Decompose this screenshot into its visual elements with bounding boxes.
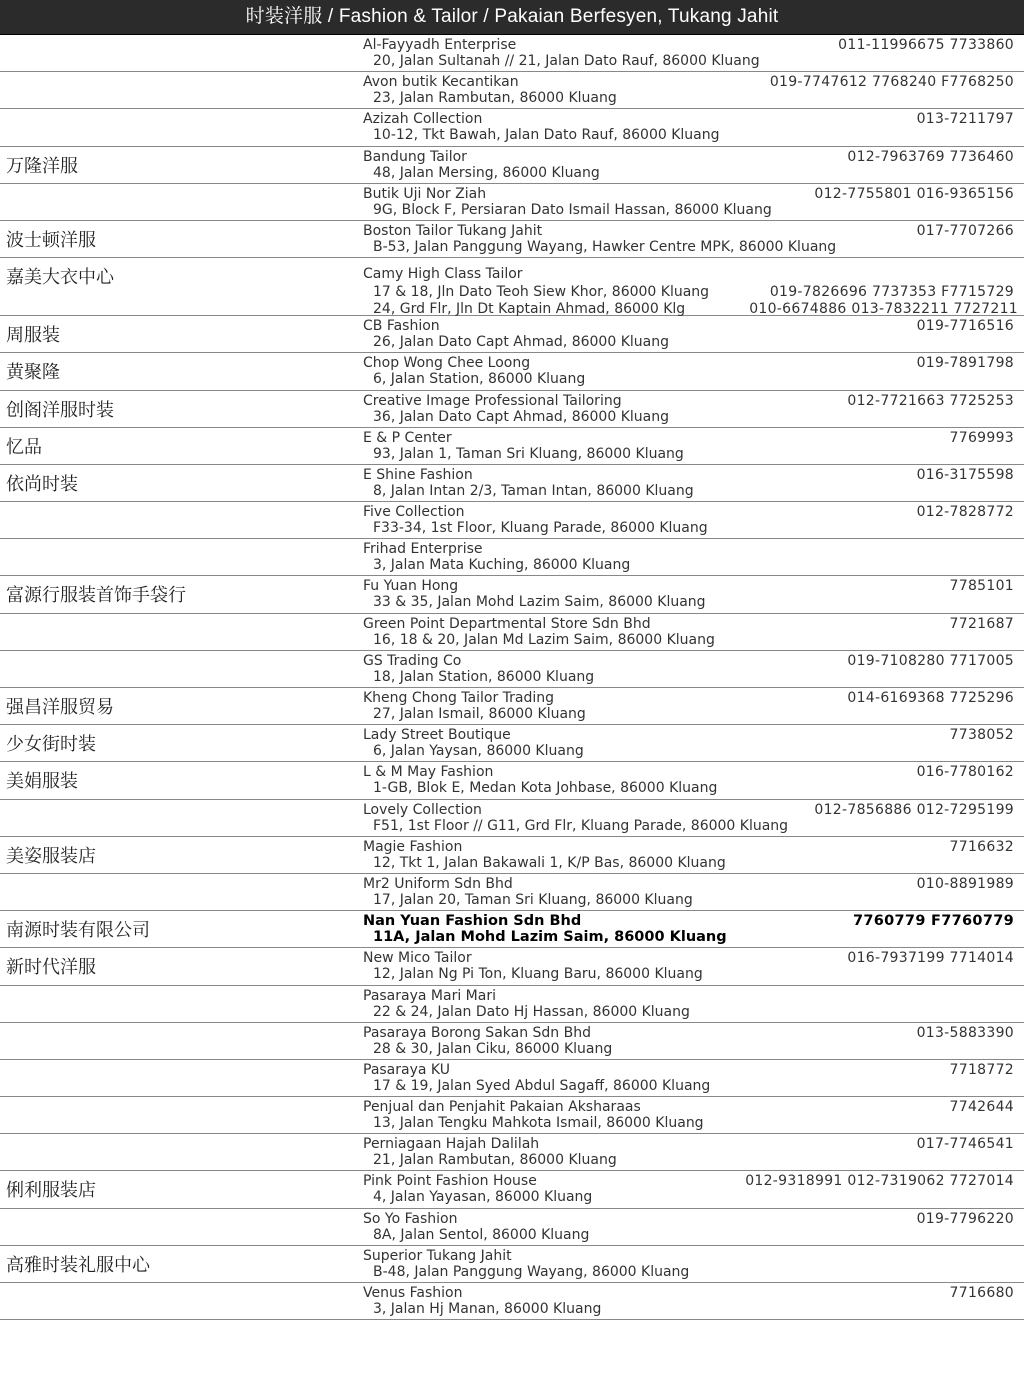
business-name: E & P Center	[363, 429, 452, 446]
business-name: Butik Uji Nor Ziah	[363, 185, 487, 202]
list-item	[0, 1023, 1024, 1060]
address: 3, Jalan Hj Manan, 86000 Kluang	[373, 1301, 602, 1317]
address: 3, Jalan Mata Kuching, 86000 Kluang	[373, 557, 631, 574]
chinese-name: 波士顿洋服	[6, 229, 96, 251]
list-item	[0, 72, 1024, 109]
address: 22 & 24, Jalan Dato Hj Hassan, 86000 Kluang	[373, 1003, 690, 1020]
chinese-name: 创阁洋服时装	[6, 399, 114, 421]
phone-number: 019-7716516	[916, 318, 1014, 335]
business-name: GS Trading Co	[363, 652, 462, 669]
phone-number: 016-3175598	[916, 466, 1014, 483]
phone-line-1: 019-7826696 7737353 F7715729	[769, 284, 1014, 301]
address: 48, Jalan Mersing, 86000 Kluang	[373, 164, 600, 181]
business-name: Lovely Collection	[363, 801, 482, 818]
address: 28 & 30, Jalan Ciku, 86000 Kluang	[373, 1040, 613, 1057]
list-item	[0, 316, 1024, 353]
address: 17 & 19, Jalan Syed Abdul Sagaff, 86000 Kluang	[373, 1077, 711, 1094]
phone-number: 7785101	[949, 578, 1014, 595]
address: F33-34, 1st Floor, Kluang Parade, 86000 Kluang	[373, 520, 708, 537]
business-name: Al-Fayyadh Enterprise	[363, 37, 517, 53]
list-item	[0, 1060, 1024, 1097]
address: 9G, Block F, Persiaran Dato Ismail Hassan, 86000 Kluang	[373, 201, 772, 218]
business-name: Magie Fashion	[363, 838, 463, 855]
business-name: Pasaraya KU	[363, 1061, 450, 1078]
chinese-name: 万隆洋服	[6, 155, 78, 177]
business-name: L & M May Fashion	[363, 764, 494, 781]
list-item	[0, 221, 1024, 258]
address: 36, Jalan Dato Capt Ahmad, 86000 Kluang	[373, 408, 669, 425]
phone-number: 016-7780162	[916, 764, 1014, 781]
business-name: Nan Yuan Fashion Sdn Bhd	[363, 913, 582, 930]
chinese-name: 嘉美大衣中心	[6, 267, 114, 289]
chinese-name: 富源行服装首饰手袋行	[6, 585, 186, 607]
address: 26, Jalan Dato Capt Ahmad, 86000 Kluang	[373, 334, 669, 351]
address-line-1: 17 & 18, Jln Dato Teoh Siew Khor, 86000 Kluang	[373, 284, 710, 301]
business-name: Fu Yuan Hong	[363, 578, 459, 595]
list-item	[0, 391, 1024, 428]
phone-number: 019-7891798	[916, 355, 1014, 372]
chinese-name: 南源时装有限公司	[6, 920, 150, 942]
chinese-name: 少女街时装	[6, 734, 96, 756]
phone-number: 012-7721663 7725253	[847, 392, 1014, 409]
phone-line-2: 010-6674886 013-7832211 7727211	[749, 301, 1018, 318]
chinese-name: 美姿服装店	[6, 845, 96, 867]
phone-number: 019-7108280 7717005	[847, 652, 1014, 669]
list-item	[0, 109, 1024, 146]
phone-number: 017-7746541	[916, 1136, 1014, 1153]
address: 6, Jalan Yaysan, 86000 Kluang	[373, 743, 584, 760]
phone-number: 012-9318991 012-7319062 7727014	[745, 1173, 1014, 1190]
list-item	[0, 837, 1024, 874]
list-item	[0, 428, 1024, 465]
list-item	[0, 1283, 1024, 1320]
list-item	[0, 465, 1024, 502]
address: 20, Jalan Sultanah // 21, Jalan Dato Rauf, 86000 Kluang	[373, 53, 760, 69]
address: 12, Tkt 1, Jalan Bakawali 1, K/P Bas, 86000 Kluang	[373, 854, 726, 871]
chinese-name: 美娟服装	[6, 771, 78, 793]
address: 93, Jalan 1, Taman Sri Kluang, 86000 Kluang	[373, 445, 684, 462]
business-name: Mr2 Uniform Sdn Bhd	[363, 875, 513, 892]
business-name: Creative Image Professional Tailoring	[363, 392, 622, 409]
address: 13, Jalan Tengku Mahkota Ismail, 86000 Kluang	[373, 1115, 704, 1132]
phone-number: 013-7211797	[916, 111, 1014, 128]
business-name: CB Fashion	[363, 318, 440, 335]
list-item	[0, 800, 1024, 837]
business-name: Superior Tukang Jahit	[363, 1247, 512, 1264]
chinese-name: 周服装	[6, 325, 60, 347]
phone-number: 012-7828772	[916, 504, 1014, 521]
business-name: Chop Wong Chee Loong	[363, 355, 531, 372]
business-name: Five Collection	[363, 504, 465, 521]
list-item	[0, 353, 1024, 390]
phone-number: 017-7707266	[916, 222, 1014, 239]
list-item	[0, 1246, 1024, 1283]
chinese-name: 新时代洋服	[6, 957, 96, 979]
business-name: E Shine Fashion	[363, 466, 473, 483]
list-item	[0, 1097, 1024, 1134]
list-item	[0, 502, 1024, 539]
phone-number: 011-11996675 7733860	[838, 37, 1014, 53]
page-title: 时装洋服 / Fashion & Tailor / Pakaian Berfesyen, Tukang Jahit	[0, 0, 1024, 35]
address: 10-12, Tkt Bawah, Jalan Dato Rauf, 86000 Kluang	[373, 127, 720, 144]
chinese-name: 依尚时装	[6, 473, 78, 495]
address: B-48, Jalan Panggung Wayang, 86000 Kluang	[373, 1263, 690, 1280]
phone-number: 7716680	[949, 1285, 1014, 1301]
phone-number: 019-7747612 7768240 F7768250	[769, 74, 1014, 91]
phone-number: 7718772	[949, 1061, 1014, 1078]
address: 33 & 35, Jalan Mohd Lazim Saim, 86000 Kluang	[373, 594, 706, 611]
phone-number: 7769993	[949, 429, 1014, 446]
phone-number: 016-7937199 7714014	[847, 950, 1014, 967]
phone-number: 7721687	[949, 615, 1014, 632]
address: B-53, Jalan Panggung Wayang, Hawker Centre MPK, 86000 Kluang	[373, 238, 837, 255]
list-item	[0, 986, 1024, 1023]
list-item	[0, 1134, 1024, 1171]
chinese-name: 忆品	[6, 436, 42, 458]
business-name: Perniagaan Hajah Dalilah	[363, 1136, 540, 1153]
list-item	[0, 1171, 1024, 1208]
business-name: Pasaraya Borong Sakan Sdn Bhd	[363, 1024, 591, 1041]
list-item	[0, 184, 1024, 221]
list-item	[0, 762, 1024, 799]
list-item	[0, 614, 1024, 651]
list-item	[0, 651, 1024, 688]
business-name: Bandung Tailor	[363, 148, 467, 165]
business-name: Azizah Collection	[363, 111, 483, 128]
phone-number: 010-8891989	[916, 875, 1014, 892]
address: 1-GB, Blok E, Medan Kota Johbase, 86000 Kluang	[373, 780, 718, 797]
business-name: Venus Fashion	[363, 1285, 463, 1301]
business-name: Green Point Departmental Store Sdn Bhd	[363, 615, 651, 632]
list-item	[0, 35, 1024, 72]
business-name: Boston Tailor Tukang Jahit	[363, 222, 543, 239]
address: 11A, Jalan Mohd Lazim Saim, 86000 Kluang	[373, 929, 727, 946]
business-name: Kheng Chong Tailor Trading	[363, 690, 555, 706]
phone-number: 7716632	[949, 838, 1014, 855]
list-item-camy	[0, 258, 1024, 316]
list-item	[0, 874, 1024, 911]
list-item	[0, 539, 1024, 576]
phone-number: 019-7796220	[916, 1210, 1014, 1227]
address: 16, 18 & 20, Jalan Md Lazim Saim, 86000 Kluang	[373, 631, 715, 648]
chinese-name: 高雅时装礼服中心	[6, 1254, 150, 1276]
list-item	[0, 725, 1024, 762]
phone-number: 013-5883390	[916, 1024, 1014, 1041]
address-line-2: 24, Grd Flr, Jln Dt Kaptain Ahmad, 86000 Klg	[373, 301, 686, 318]
list-item	[0, 688, 1024, 725]
business-name: Camy High Class Tailor	[363, 266, 523, 283]
address: F51, 1st Floor // G11, Grd Flr, Kluang Parade, 86000 Kluang	[373, 817, 789, 834]
address: 18, Jalan Station, 86000 Kluang	[373, 668, 595, 685]
business-name: Frihad Enterprise	[363, 541, 483, 558]
phone-number: 7738052	[949, 727, 1014, 744]
address: 4, Jalan Yayasan, 86000 Kluang	[373, 1189, 593, 1206]
address: 21, Jalan Rambutan, 86000 Kluang	[373, 1152, 617, 1169]
phone-number: 7760779 F7760779	[852, 913, 1014, 930]
address: 8A, Jalan Sentol, 86000 Kluang	[373, 1226, 590, 1243]
phone-number: 012-7856886 012-7295199	[814, 801, 1014, 818]
list-item	[0, 911, 1024, 948]
list-item	[0, 576, 1024, 613]
chinese-name: 强昌洋服贸易	[6, 697, 114, 718]
phone-number: 012-7755801 016-9365156	[814, 185, 1014, 202]
address: 27, Jalan Ismail, 86000 Kluang	[373, 706, 586, 722]
address: 23, Jalan Rambutan, 86000 Kluang	[373, 90, 617, 107]
business-name: Avon butik Kecantikan	[363, 74, 519, 91]
address: 17, Jalan 20, Taman Sri Kluang, 86000 Kluang	[373, 891, 693, 908]
business-name: Lady Street Boutique	[363, 727, 511, 744]
address: 12, Jalan Ng Pi Ton, Kluang Baru, 86000 Kluang	[373, 966, 703, 983]
phone-number: 014-6169368 7725296	[847, 690, 1014, 706]
chinese-name: 黄聚隆	[6, 362, 60, 384]
business-name: Pink Point Fashion House	[363, 1173, 537, 1190]
business-name: New Mico Tailor	[363, 950, 472, 967]
list-item	[0, 1209, 1024, 1246]
list-item	[0, 948, 1024, 985]
phone-number: 7742644	[949, 1099, 1014, 1116]
business-name: So Yo Fashion	[363, 1210, 458, 1227]
list-item	[0, 147, 1024, 184]
address: 6, Jalan Station, 86000 Kluang	[373, 371, 586, 388]
business-name: Pasaraya Mari Mari	[363, 987, 496, 1004]
business-name: Penjual dan Penjahit Pakaian Aksharaas	[363, 1099, 641, 1116]
phone-number: 012-7963769 7736460	[847, 148, 1014, 165]
directory-list	[0, 35, 1024, 1320]
chinese-name: 俐利服装店	[6, 1180, 96, 1202]
address: 8, Jalan Intan 2/3, Taman Intan, 86000 Kluang	[373, 482, 694, 499]
